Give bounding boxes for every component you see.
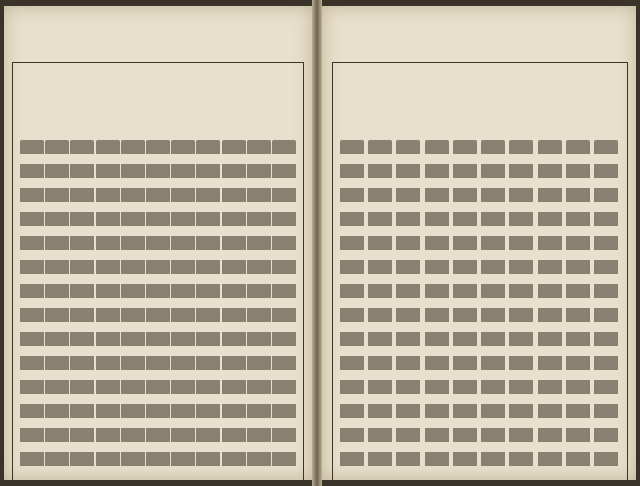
text-column xyxy=(146,140,170,476)
text-column xyxy=(222,140,246,476)
right-header-annotations xyxy=(582,12,622,58)
text-column xyxy=(196,140,220,476)
text-column xyxy=(594,140,618,476)
right-interlinear-notes xyxy=(362,66,622,136)
text-column xyxy=(45,140,69,476)
text-column xyxy=(566,140,590,476)
right-main-text xyxy=(340,140,618,476)
text-column xyxy=(396,140,420,476)
text-column xyxy=(20,140,44,476)
text-column xyxy=(70,140,94,476)
left-header-annotations xyxy=(14,12,74,58)
text-column xyxy=(272,140,296,476)
text-column xyxy=(247,140,271,476)
text-column xyxy=(481,140,505,476)
text-column xyxy=(96,140,120,476)
text-column xyxy=(425,140,449,476)
right-page xyxy=(322,6,636,480)
text-column xyxy=(121,140,145,476)
left-interlinear-notes xyxy=(64,66,300,136)
left-page xyxy=(4,6,312,480)
text-column xyxy=(538,140,562,476)
text-column xyxy=(340,140,364,476)
text-column xyxy=(171,140,195,476)
text-column xyxy=(368,140,392,476)
text-column xyxy=(509,140,533,476)
left-main-text xyxy=(20,140,296,476)
text-column xyxy=(453,140,477,476)
book-gutter xyxy=(312,0,322,486)
